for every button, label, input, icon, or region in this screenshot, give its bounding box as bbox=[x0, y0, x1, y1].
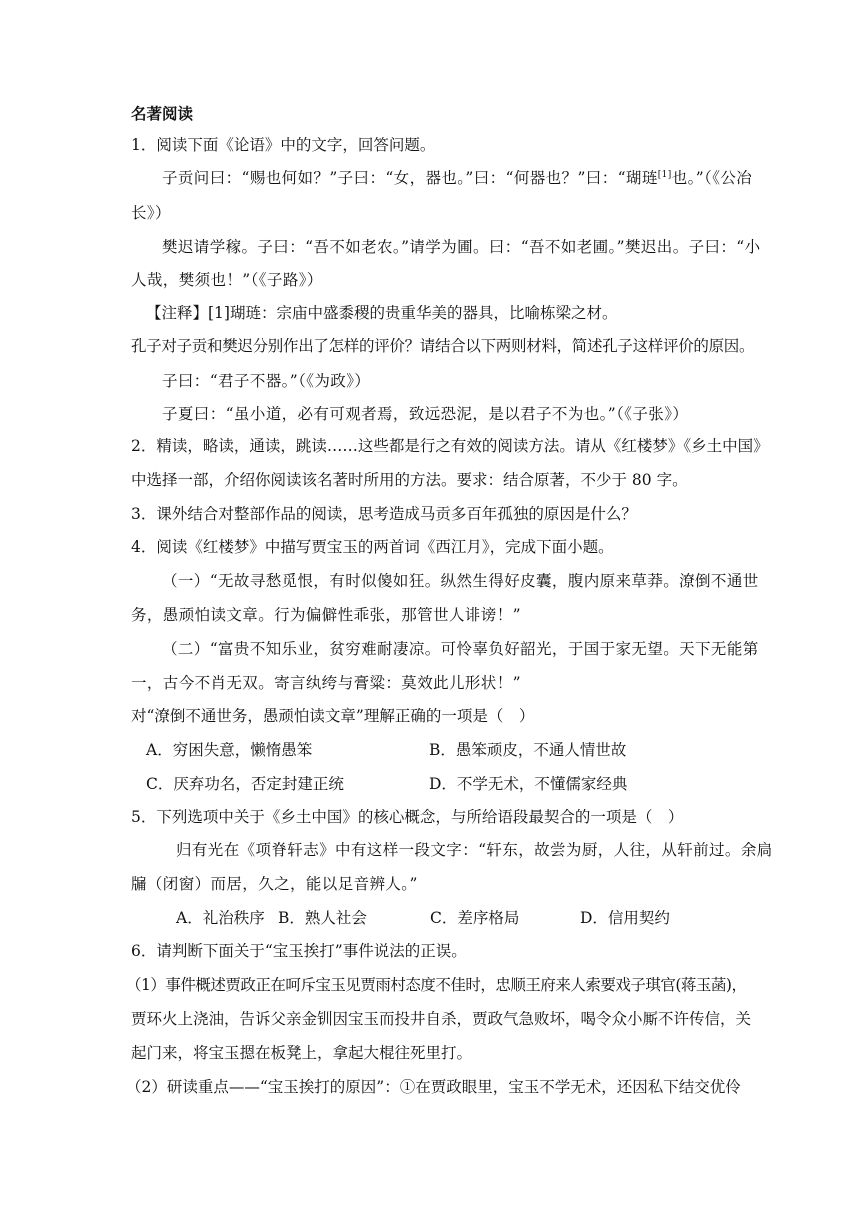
question-5-passage-cont: 牖（闭窗）而居，久之，能以足音辨人。” bbox=[131, 875, 418, 893]
option-c[interactable]: C．厌弃功名，否定封建正统 bbox=[146, 775, 344, 793]
question-4-poem-1: （一）“无故寻愁觅恨，有时似傻如狂。纵然生得好皮囊，腹内原来草莽。潦倒不通世 bbox=[162, 572, 759, 590]
option-d[interactable]: D．不学无术，不懂儒家经典 bbox=[429, 775, 628, 793]
question-6-item-2: （2）研读重点——“宝玉挨打的原因”：①在贾政眼里，宝玉不学无术，还因私下结交优伶 bbox=[126, 1078, 741, 1096]
option-d[interactable]: D．信用契约 bbox=[580, 909, 670, 927]
question-3: 3．课外结合对整部作品的阅读，思考造成马贡多百年孤独的原因是什么？ bbox=[131, 505, 637, 523]
question-6-item-1-cont-2: 起门来，将宝玉摁在板凳上，拿起大棍往死里打。 bbox=[131, 1044, 473, 1062]
question-1-stem: 1．阅读下面《论语》中的文字，回答问题。 bbox=[131, 136, 436, 154]
question-1-passage-1-cont: 长》） bbox=[131, 204, 171, 222]
option-c[interactable]: C．差序格局 bbox=[430, 909, 520, 927]
question-1-note: 【注释】[1]瑚琏：宗庙中盛黍稷的贵重华美的器具，比喻栋梁之材。 bbox=[146, 304, 618, 322]
section-title: 名著阅读 bbox=[131, 104, 194, 123]
footnote-marker: [1] bbox=[657, 170, 672, 180]
option-b[interactable]: B．愚笨顽皮，不通人情世故 bbox=[429, 741, 627, 759]
option-a[interactable]: A．穷困失意，懒惰愚笨 bbox=[146, 741, 313, 759]
question-5-stem: 5．下列选项中关于《乡土中国》的核心概念，与所给语段最契合的一项是（ ） bbox=[131, 808, 684, 826]
question-1-question: 孔子对子贡和樊迟分别作出了怎样的评价？请结合以下两则材料，简述孔子这样评价的原因。 bbox=[131, 337, 755, 355]
question-6-item-1: （1）事件概述贾政正在呵斥宝玉见贾雨村态度不佳时，忠顺王府来人索要戏子琪官(蒋玉菡)， bbox=[126, 976, 747, 994]
question-4-stem: 4．阅读《红楼梦》中描写贾宝玉的两首词《西江月》，完成下面小题。 bbox=[131, 538, 614, 556]
question-4-poem-2-cont: 一，古今不肖无双。寄言纨绔与膏粱：莫效此儿形状！” bbox=[131, 674, 521, 692]
question-2-line-1: 2．精读，略读，通读，跳读……这些都是行之有效的阅读方法。请从《红楼梦》《乡土中国》 bbox=[131, 437, 769, 455]
option-a[interactable]: A．礼治秩序 bbox=[176, 909, 265, 927]
question-4-poem-1-cont: 务，愚顽怕读文章。行为偏僻性乖张，那管世人诽谤！” bbox=[131, 606, 521, 624]
question-4-question: 对“潦倒不通世务，愚顽怕读文章”理解正确的一项是（ ） bbox=[131, 707, 535, 725]
question-5-passage: 归有光在《项脊轩志》中有这样一段文字：“轩东，故尝为厨，人往，从轩前过。余扃 bbox=[176, 841, 773, 859]
option-b[interactable]: B．熟人社会 bbox=[278, 909, 367, 927]
question-1-passage-2-cont: 人哉，樊须也！”（《子路》） bbox=[131, 271, 323, 289]
question-4-poem-2: （二）“富贵不知乐业，贫穷难耐凄凉。可怜辜负好韶光，于国于家无望。天下无能第 bbox=[162, 640, 759, 658]
question-1-passage-2: 樊迟请学稼。子曰：“吾不如老农。”请学为圃。曰：“吾不如老圃。”樊迟出。子曰：“小 bbox=[162, 238, 761, 256]
question-2-line-2: 中选择一部，介绍你阅读该名著时所用的方法。要求：结合原著，不少于 80 字。 bbox=[131, 471, 688, 489]
question-1-material-1: 子曰：“君子不器。”（《为政》） bbox=[162, 372, 371, 390]
question-1-passage-1: 子贡问曰：“赐也何如？”子曰：“女，器也。”曰：“何器也？”曰：“瑚琏[1]也。”（《公冶 bbox=[162, 169, 753, 187]
question-1-material-2: 子夏曰：“虽小道，必有可观者焉，致远恐泥，是以君子不为也。”（《子张》） bbox=[162, 405, 689, 423]
question-6-stem: 6．请判断下面关于“宝玉挨打”事件说法的正误。 bbox=[131, 942, 467, 960]
question-6-item-1-cont: 贾环火上浇油，告诉父亲金钏因宝玉而投井自杀，贾政气急败坏，喝令众小厮不许传信，关 bbox=[131, 1010, 752, 1028]
